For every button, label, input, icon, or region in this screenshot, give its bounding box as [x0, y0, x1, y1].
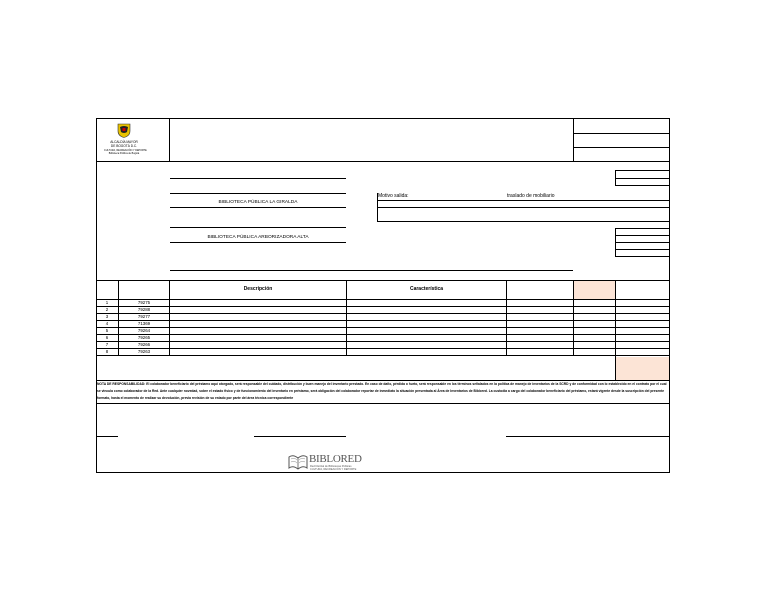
logo-line-1: ALCALDÍA MAYOR: [110, 140, 138, 144]
right-box2-left-edge: [615, 228, 616, 256]
right-box2-line-4: [615, 249, 670, 250]
field-underline-2[interactable]: [170, 193, 346, 194]
table-row-line-5: [96, 334, 670, 335]
table-col-5: [573, 280, 574, 356]
table-row-line-4: [96, 327, 670, 328]
motivo-value: traslado de mobiliario: [507, 193, 555, 199]
right-box-line-1: [615, 170, 670, 171]
field-underline-3[interactable]: [170, 207, 346, 208]
logo-line-2: DE BOGOTÁ D.C.: [110, 144, 138, 148]
signature-line-3[interactable]: [506, 436, 670, 437]
header-descripcion: Descripción: [243, 286, 273, 292]
right-box-line-3: [615, 185, 670, 186]
open-book-icon: [288, 453, 308, 471]
field-underline-5[interactable]: [170, 242, 346, 243]
biblored-sub-1: Red Distrital de Bibliotecas Públicas: [310, 465, 352, 468]
motivo-line-2: [377, 207, 670, 208]
header-divider-right: [573, 118, 574, 162]
row-number: 1: [105, 300, 109, 305]
total-cell-edge: [615, 356, 616, 381]
row-number: 6: [105, 335, 109, 340]
coat-of-arms-icon: [117, 123, 131, 138]
biblored-brand: BIBLORED: [309, 453, 362, 465]
table-top-line: [96, 280, 670, 281]
motivo-line-3: [377, 221, 670, 222]
field-underline-6[interactable]: [170, 270, 573, 271]
table-row-line-3: [96, 320, 670, 321]
motivo-label: Motivo salida:: [378, 193, 409, 199]
row-number: 3: [105, 314, 109, 319]
peach-total-cell: [616, 357, 669, 380]
right-box-line-2: [615, 178, 670, 179]
row-code: 71369: [137, 321, 151, 326]
header-divider-left: [169, 118, 170, 162]
right-box2-line-5: [615, 256, 670, 257]
row-code: 79266: [137, 342, 151, 347]
logo-line-3: CULTURA, RECREACIÓN Y DEPORTE: [104, 149, 147, 152]
table-row-line-1: [96, 306, 670, 307]
motivo-line-1: [377, 200, 670, 201]
header-right-line-1: [573, 133, 670, 134]
table-row-line-8: [96, 355, 670, 356]
biblioteca-destino: BIBLIOTECA PÚBLICA ARBORIZADORA ALTA: [207, 235, 309, 240]
row-number: 7: [105, 342, 109, 347]
signature-line-1[interactable]: [96, 436, 118, 437]
alcaldia-logo: [104, 123, 147, 159]
table-col-2: [169, 280, 170, 356]
field-underline-4[interactable]: [170, 227, 346, 228]
right-box2-line-3: [615, 242, 670, 243]
row-number: 2: [105, 307, 109, 312]
right-box-left-edge: [615, 170, 616, 185]
biblored-logo: [288, 452, 364, 472]
signature-line-2[interactable]: [254, 436, 346, 437]
logo-line-4: Biblioteca Pública de Bogotá: [108, 152, 140, 155]
row-code: 79263: [137, 349, 151, 354]
table-row-line-7: [96, 348, 670, 349]
peach-header-cell: [574, 281, 615, 299]
header-bottom-line: [96, 161, 670, 162]
header-caracteristica: Característica: [409, 286, 444, 292]
row-code: 79288: [137, 307, 151, 312]
table-row-line-6: [96, 341, 670, 342]
row-number: 5: [105, 328, 109, 333]
right-box2-line-2: [615, 235, 670, 236]
table-header-bottom: [96, 299, 670, 300]
motivo-left-edge: [377, 193, 378, 221]
biblored-sub-2: CULTURA, RECREACIÓN Y DEPORTE: [310, 468, 357, 471]
row-code: 79265: [137, 335, 151, 340]
table-row-line-2: [96, 313, 670, 314]
header-right-line-2: [573, 147, 670, 148]
row-code: 79264: [137, 328, 151, 333]
field-underline-1[interactable]: [170, 178, 346, 179]
table-col-4: [506, 280, 507, 356]
biblioteca-origen: BIBLIOTECA PÚBLICA LA GIRALDA: [218, 200, 298, 205]
note-bottom-line: [96, 403, 670, 404]
responsibility-note: NOTA DE RESPONSABILIDAD: El colaborador beneficiario del préstamo aquí otorgado, será responsable del cuidado, distribución y buen manejo del inventario prestado. En caso de daño, pérdida o hurto, será responsable en los términos señalados en la política de manejo de inventarios de la SCRD y de conformidad con lo establecido en el contrato por el cual se vincula como colaborador de la Red. Ante cualquier novedad, sobre el estado físico y de funcionamiento del inventario en préstamo, será obligación del colaborador reportar de inmediato la situación presentada al Área de Inventarios de Biblored. La custodia a cargo del colaborador beneficiario del préstamo, estará vigente desde la suscripción del presente formato, hasta el momento de realizar su devolución, previa revisión de su estado por parte del área técnica correspondiente: [97, 382, 667, 400]
row-number: 8: [105, 349, 109, 354]
row-code: 79275: [137, 300, 151, 305]
row-code: 79277: [137, 314, 151, 319]
table-col-3: [346, 280, 347, 356]
table-col-6: [615, 280, 616, 356]
row-number: 4: [105, 321, 109, 326]
right-box2-line-1: [615, 228, 670, 229]
